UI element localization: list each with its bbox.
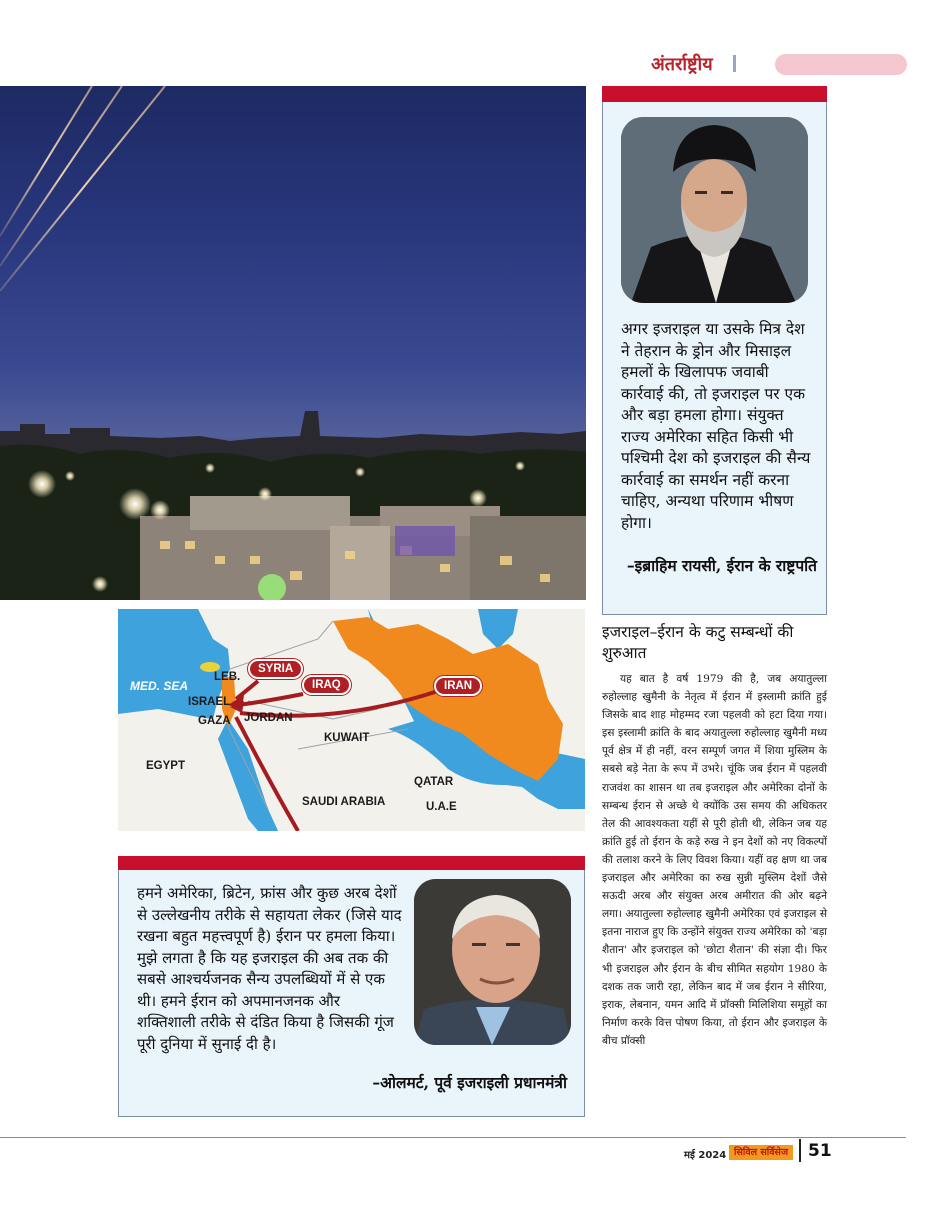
map-label-qatar: QATAR: [414, 776, 454, 788]
quote-attribution-olmert: –ओलमर्ट, पूर्व इजराइली प्रधानमंत्री: [372, 1073, 567, 1092]
map-label-leb: LEB.: [214, 671, 241, 683]
olmert-portrait: [414, 879, 571, 1045]
footer-rule: [0, 1137, 906, 1138]
quote-box-olmert: [118, 856, 585, 1117]
footer-divider: [799, 1139, 801, 1162]
quote-text-raisi: अगर इजराइल या उसके मित्र देश ने तेहरान के ड्रोन और मिसाइल हमलों के खिलापफ जवाबी कार्रवाई की, तो इजराइल पर एक और बड़ा हमला होगा। संयुक्त राज्य अमेरिका सहित किसी भी पश्चिमी देश को इजराइल की सैन्य कार्रवाई का समर्थन नहीं करना चाहिए, अन्यथा परिणाम भीषण होगा।: [621, 320, 811, 532]
page-number: 51: [808, 1141, 832, 1161]
map-label-gaza: GAZA: [198, 715, 231, 727]
map-label-uae: U.A.E: [426, 801, 457, 813]
night-city-illustration: [0, 86, 586, 600]
middle-east-map: [118, 609, 585, 831]
map-label-kuwait: KUWAIT: [324, 732, 370, 744]
map-pill-iran: IRAN: [434, 676, 482, 696]
map-sea-label: MED. SEA: [130, 679, 189, 693]
footer-date: मई 2024: [684, 1150, 727, 1161]
raisi-portrait-illustration: [621, 117, 808, 303]
raisi-portrait: [621, 117, 808, 303]
map-pill-syria: SYRIA: [248, 659, 303, 679]
map-pill-iraq: IRAQ: [302, 675, 351, 695]
map-label-egypt: EGYPT: [146, 760, 185, 772]
quote-box-red-bar: [118, 856, 585, 870]
night-city-photo: [0, 86, 586, 600]
map-label-saudi: SAUDI ARABIA: [302, 796, 386, 808]
quote-box-raisi: [602, 86, 827, 615]
map-label-israel: ISRAEL: [188, 696, 231, 708]
section-label: अंतर्राष्ट्रीय: [651, 54, 713, 75]
quote-attribution-raisi: –इब्राहिम रायसी, ईरान के राष्ट्रपति: [626, 556, 817, 575]
article-title: इजराइल–ईरान के कटु सम्बन्धों की शुरुआत: [602, 623, 794, 662]
article-body: यह बात है वर्ष 1979 की है, जब अयातुल्ला रुहोल्लाह खुमैनी के नेतृत्व में ईरान में इस्लामी क्रांति हुई जिसके बाद शाह मोहम्मद रजा पहलवी को हटा दिया गया। इस इस्लामी क्रांति के बाद अयातुल्ला रुहोल्लाह खुमैनी मध्य पूर्व क्षेत्र में ही नहीं, वरन सम्पूर्ण जगत में शिया मुस्लिम के सबसे बड़े नेता के रूप में उभरे। चूंकि जब ईरान में पहलवी राजवंश का शासन था तब इजराइल और अमेरिका दोनों के सम्बन्ध ईरान से अच्छे थे क्योंकि उस समय की अधिकतर तेल की आवश्यकता यहीं से पूरी होती थी, लेकिन जब यह क्रांति हुई तो ईरान के कड़े रुख ने इन देशों को नए विकल्पों की तलाश करने के लिए विवश किया। यहीं वह क्षण था जब इजराइल और अमेरिका का रुख सुन्नी मुस्लिम देशों जैसे सऊदी अरब और संयुक्त अरब अमीरात की ओर बढ़ने लगा। अयातुल्ला रुहोल्लाह खुमैनी अमेरिका एवं इजराइल से इतना नाराज हुए कि उन्होंने संयुक्त राज्य अमेरिका को 'बड़ा शैतान' और इजराइल को 'छोटा शैतान' की संज्ञा दी। फिर भी इजराइल और ईरान के बीच सीमित सहयोग 1980 के दशक तक जारी रहा, लेकिन बाद में जब ईरान ने सीरिया, इराक, लेबनान, यमन आदि में प्रॉक्सी मिलिशिया समूहों का निर्माण करके वित्त पोषण किया, तो ईरान और इजराइल के बीच प्रॉक्सी: [602, 673, 827, 1047]
footer-brand-logo: सिविल सर्विसेज: [729, 1145, 793, 1160]
decorative-pill: [775, 54, 907, 75]
olmert-portrait-illustration: [414, 879, 571, 1045]
quote-box-red-bar: [602, 86, 827, 102]
section-divider: [733, 55, 736, 72]
quote-text-olmert: हमने अमेरिका, ब्रिटेन, फ्रांस और कुछ अरब देशों से उल्लेखनीय तरीके से सहायता लेकर (जिसे याद रखना बहुत महत्त्वपूर्ण है) ईरान पर हमला किया। मुझे लगता है कि यह इजराइल की अब तक की सबसे आश्चर्यजनक सैन्य उपलब्धियों में से एक थी। हमने ईरान को अपमानजनक और शक्तिशाली तरीके से दंडित किया है जिसकी गूंज पूरी दुनिया में सुनाई दी है।: [137, 884, 402, 1053]
map-label-jordan: JORDAN: [244, 712, 293, 724]
